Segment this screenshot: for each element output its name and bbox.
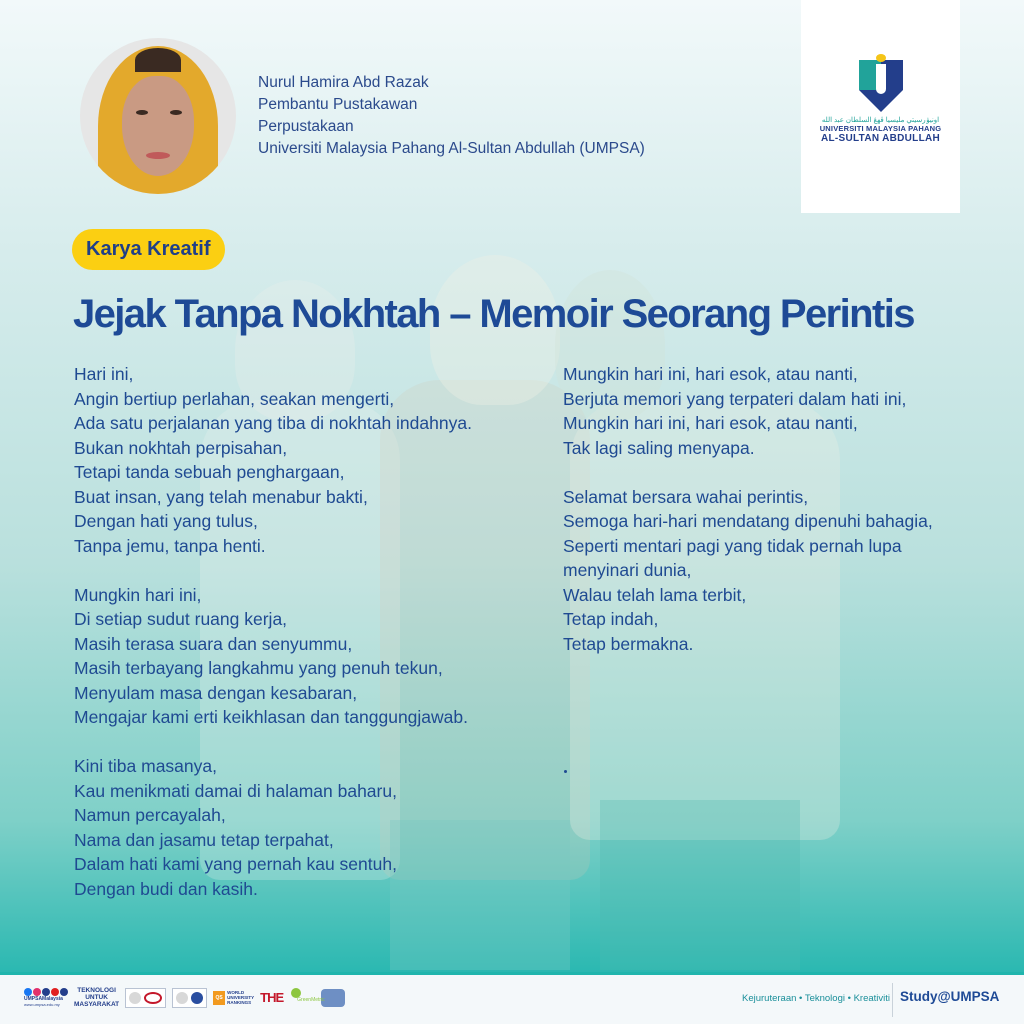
poem-line: Mungkin hari ini, — [74, 584, 202, 605]
author-avatar — [80, 38, 236, 194]
ui-greenmetric-logo: GreenMetric — [289, 988, 315, 1008]
author-position: Pembantu Pustakawan — [258, 96, 418, 113]
stanza — [563, 362, 933, 460]
qs-rankings-logo: QS WORLD UNIVERSITY RANKINGS — [213, 990, 254, 1005]
poem-line: Selamat bersara wahai perintis, — [563, 486, 809, 507]
poem-line: Bukan nokhtah perpisahan, — [74, 437, 288, 458]
poem-line: Masih terbayang langkahmu yang penuh tekun, — [74, 658, 443, 678]
social-handle: UMPSAMalaysia — [24, 996, 63, 1002]
tiktok-icon[interactable] — [60, 988, 68, 996]
umpsa-emblem-icon — [859, 52, 903, 112]
poem-line: Buat insan, yang telah menabur bakti, — [74, 486, 368, 507]
poem-line: Masih terasa suara dan senyummu, — [74, 633, 353, 654]
poem-left-column — [74, 362, 472, 926]
footer-tagline: Kejuruteraan • Teknologi • Kreativiti — [742, 993, 891, 1004]
stray-dot — [564, 770, 567, 773]
poem-line: Di setiap sudut ruang kerja, — [74, 609, 288, 629]
author-name: Nurul Hamira Abd Razak — [258, 74, 429, 91]
poem-line: Mungkin hari ini, hari esok, atau nanti, — [563, 364, 858, 384]
stanza — [563, 485, 933, 657]
footer-divider — [892, 983, 893, 1017]
poem-line: Seperti mentari pagi yang tidak pernah lupa — [563, 535, 902, 556]
stanza — [74, 583, 472, 730]
poem-line: Semoga hari-hari mendatang dipenuhi bahagia, — [563, 511, 933, 531]
poem-line: Tetap indah, — [563, 609, 659, 629]
poem-line: Mengajar kami erti keikhlasan dan tanggungjawab. — [74, 707, 468, 727]
stanza — [74, 362, 472, 558]
poem-title: Jejak Tanpa Nokhtah – Memoir Seorang Perintis — [73, 292, 914, 336]
poem-line: Tetap bermakna. — [563, 633, 694, 654]
poem-line: Mungkin hari ini, hari esok, atau nanti, — [563, 413, 858, 433]
instagram-icon[interactable] — [33, 988, 41, 996]
facebook-icon[interactable] — [24, 988, 32, 996]
poem-line: Dengan budi dan kasih. — [74, 878, 258, 899]
poem-line: Tanpa jemu, tanpa henti. — [74, 535, 266, 556]
poem-line: Tetapi tanda sebuah penghargaan, — [74, 462, 345, 482]
poem-line: Angin bertiup perlahan, seakan mengerti, — [74, 388, 395, 409]
footer-logos — [24, 987, 345, 1008]
youtube-icon[interactable] — [51, 988, 59, 996]
logo-name-line2: AL-SULTAN ABDULLAH — [820, 133, 941, 144]
poem-line: Hari ini, — [74, 364, 134, 384]
accreditation-badge-2 — [172, 988, 207, 1008]
poem-line: Dengan hati yang tulus, — [74, 511, 258, 531]
poem-line: Kau menikmati damai di halaman baharu, — [74, 780, 397, 801]
stanza — [74, 754, 472, 901]
x-icon[interactable] — [42, 988, 50, 996]
poem-line: menyinari dunia, — [563, 560, 692, 580]
poem-line: Berjuta memori yang terpateri dalam hati ini, — [563, 388, 907, 409]
author-info — [258, 72, 645, 160]
footer-bar — [0, 972, 1024, 1024]
poem-line: Menyulam masa dengan kesabaran, — [74, 682, 358, 703]
logo-name-line1: UNIVERSITI MALAYSIA PAHANG — [819, 124, 942, 133]
social-media-links[interactable] — [24, 988, 68, 1007]
author-department: Perpustakaan — [258, 118, 354, 135]
logo-arabic-text: اونيۏرسيتي مليسيا ڤهڠ السلطان عبد الله — [821, 117, 940, 124]
category-tag: Karya Kreatif — [72, 229, 225, 270]
poem-line: Walau telah lama terbit, — [563, 584, 747, 605]
poem-line: Nama dan jasamu tetap terpahat, — [74, 829, 334, 850]
the-rankings-logo: THE — [260, 990, 284, 1005]
slogan-logo: TEKNOLOGI UNTUK MASYARAKAT — [74, 987, 120, 1008]
poem-line: Namun percayalah, — [74, 805, 226, 825]
author-institution: Universiti Malaysia Pahang Al-Sultan Abdullah (UMPSA) — [258, 140, 645, 157]
poem-line: Ada satu perjalanan yang tiba di nokhtah indahnya. — [74, 413, 472, 433]
poem-line: Dalam hati kami yang pernah kau sentuh, — [74, 854, 397, 874]
website-link[interactable]: www.umpsa.edu.my — [24, 1002, 60, 1007]
poem-right-column — [563, 362, 933, 681]
poem-line: Kini tiba masanya, — [74, 756, 217, 776]
umpsa-logo — [801, 0, 960, 213]
study-umpsa-brand: Study@UMPSA — [900, 989, 1000, 1004]
poem-line: Tak lagi saling menyapa. — [563, 437, 755, 458]
accreditation-badge-1 — [125, 988, 166, 1008]
